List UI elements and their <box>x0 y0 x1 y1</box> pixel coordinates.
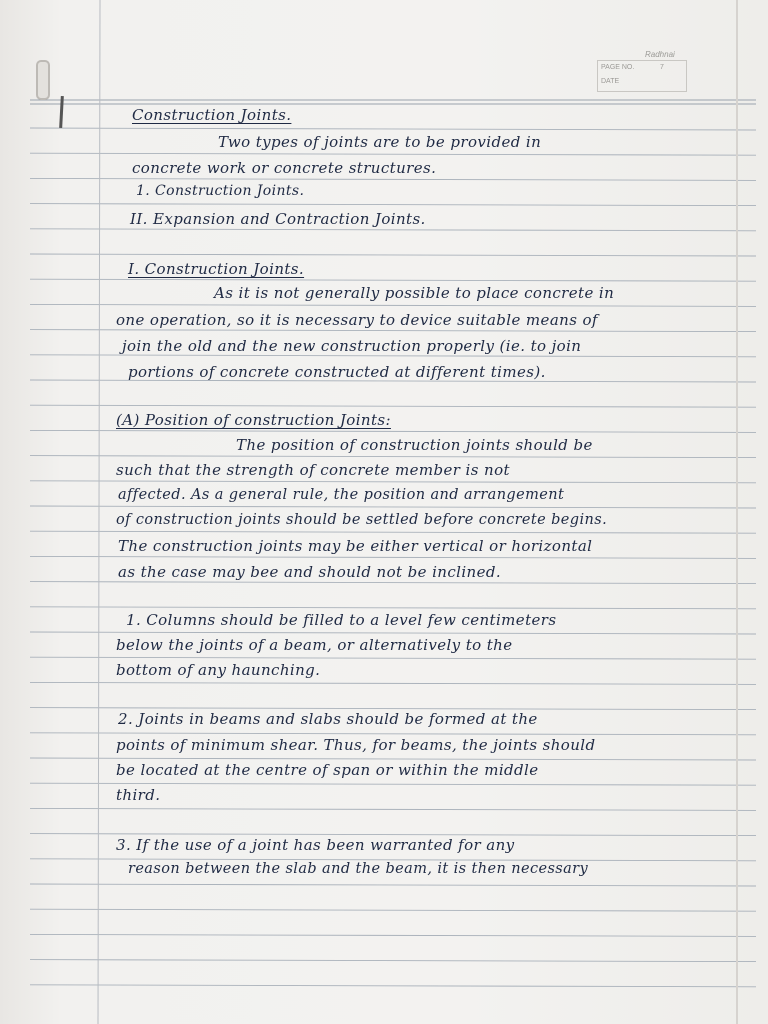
note-line: portions of concrete constructed at different times). <box>128 363 546 381</box>
note-line: below the joints of a beam, or alternatively to the <box>116 636 513 654</box>
note-line: reason between the slab and the beam, it is then necessary <box>128 861 589 877</box>
note-line: affected. As a general rule, the position and arrangement <box>118 487 565 503</box>
note-line: as the case may bee and should not be inclined. <box>118 563 502 581</box>
heading-construction-joints: Construction Joints. <box>132 106 292 124</box>
point-1: 1. Columns should be filled to a level few centimeters <box>126 611 557 629</box>
page-no-label: PAGE NO. <box>601 64 635 71</box>
note-line: such that the strength of concrete member is not <box>116 461 510 479</box>
heading-section-i: I. Construction Joints. <box>128 260 305 278</box>
note-line: concrete work or concrete structures. <box>132 159 437 177</box>
note-line: be located at the centre of span or within the middle <box>116 761 539 779</box>
note-line: third. <box>116 786 161 804</box>
note-line: join the old and the new construction properly (ie. to join <box>122 337 582 355</box>
note-line: points of minimum shear. Thus, for beams, the joints should <box>116 736 596 754</box>
page-no-value: 7 <box>660 64 664 71</box>
note-line: The construction joints may be either vertical or horizontal <box>118 537 593 555</box>
note-line: The position of construction joints should be <box>236 436 593 454</box>
heading-position: (A) Position of construction Joints: <box>116 411 391 429</box>
point-3: 3. If the use of a joint has been warranted for any <box>116 836 515 854</box>
note-line: bottom of any haunching. <box>116 661 321 679</box>
list-item: II. Expansion and Contraction Joints. <box>130 210 426 228</box>
notebook-brand: Radhnai <box>645 50 675 59</box>
note-line: As it is not generally possible to place concrete in <box>214 284 615 302</box>
note-line: one operation, so it is necessary to device suitable means of <box>116 311 598 329</box>
list-item: 1. Construction Joints. <box>136 183 305 199</box>
point-2: 2. Joints in beams and slabs should be formed at the <box>118 710 538 728</box>
note-line: Two types of joints are to be provided in <box>218 133 542 151</box>
date-label: DATE <box>601 78 620 85</box>
note-line: of construction joints should be settled before concrete begins. <box>116 512 608 528</box>
